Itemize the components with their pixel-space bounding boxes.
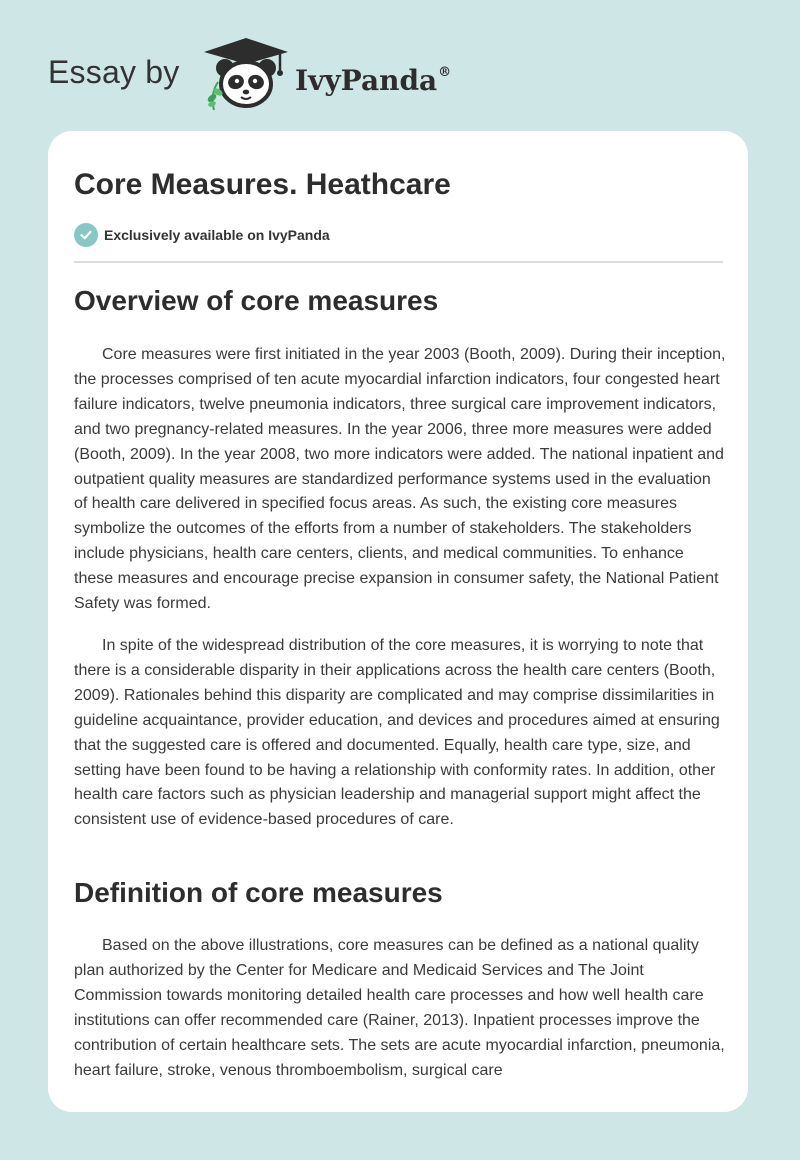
- registered-mark: ®: [438, 65, 452, 80]
- title-divider: [74, 261, 723, 263]
- paragraph-overview-1: Core measures were first initiated in the year 2003 (Booth, 2009). During their inception, the processes comprised of ten acute myocardial infarction indicators, four congested heart failure indicators, twelve pneumonia indicators, three surgical care improvement indicators, and two pregnancy-related measures. In the year 2006, three more measures were added (Booth, 2009). In the year 2008, two more indicators were added. The national inpatient and outpatient quality measures are standardized performance systems used in the evaluation of health care delivered in specified focus areas. As such, the existing core measures symbolize the outcomes of the efforts from a number of stakeholders. The stakeholders include physicians, health care centers, clients, and medical communities. To enhance these measures and encourage precise expansion in consumer safety, the National Patient Safety was formed.: [74, 346, 726, 613]
- exclusive-badge: [74, 223, 330, 247]
- page-title: Core Measures. Heathcare: [74, 168, 451, 201]
- section-heading-definition: Definition of core measures: [74, 877, 443, 908]
- article-card: [48, 131, 748, 1112]
- essay-by-label: Essay by: [48, 54, 180, 90]
- site-header: [0, 0, 800, 130]
- exclusive-badge-text: Exclusively available on IvyPanda: [104, 227, 330, 243]
- paragraph-overview-2: In spite of the widespread distribution of the core measures, it is worrying to note that there is a considerable disparity in their applications across the health care centers (Booth, 2009). Rationales behind this disparity are complicated and may comprise dissimilarities in guideline acquaintance, provider education, and devices and procedures aimed at ensuring that the suggested care is offered and documented. Equally, health care type, size, and setting have been found to be having a relationship with conformity rates. In addition, other health care factors such as physician leadership and managerial support might affect the consistent use of evidence-based procedures of care.: [74, 637, 720, 829]
- brand-name: IvyPanda: [295, 64, 438, 97]
- section-heading-overview: Overview of core measures: [74, 285, 439, 316]
- panda-graduate-logo-icon[interactable]: [200, 32, 292, 112]
- paragraph-definition-1: Based on the above illustrations, core measures can be defined as a national quality plan authorized by the Center for Medicare and Medicaid Services and The Joint Commission towards monitoring detailed health care processes and how well health care institutions can offer recommended care (Rainer, 2013). Inpatient processes improve the contribution of certain healthcare sets. The sets are acute myocardial infarction, pneumonia, heart failure, stroke, venous thromboembolism, surgical care: [74, 937, 725, 1079]
- ivypanda-brand[interactable]: [295, 55, 451, 99]
- checkmark-icon: [74, 223, 98, 247]
